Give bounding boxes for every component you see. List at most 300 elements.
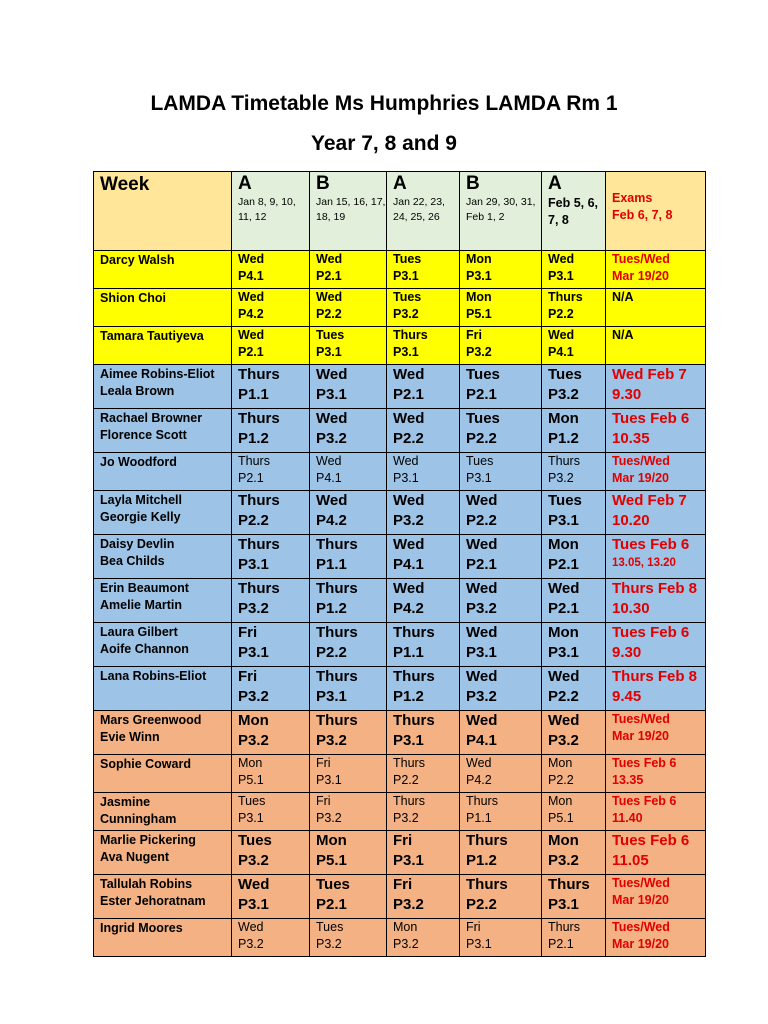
- lesson-period: P3.2: [393, 512, 424, 529]
- lesson-slot-cell: [387, 919, 460, 957]
- lesson-slot-cell: [542, 327, 606, 365]
- lesson-slot-cell: [232, 365, 310, 409]
- lesson-day: Wed: [316, 410, 348, 427]
- lesson-period: P1.1: [393, 644, 424, 661]
- table-row: [94, 453, 706, 491]
- lesson-period: P3.1: [238, 811, 264, 825]
- table-row: [94, 251, 706, 289]
- lesson-slot-cell: [387, 327, 460, 365]
- lesson-period: P4.2: [238, 307, 264, 321]
- lesson-day: Thurs: [466, 876, 508, 893]
- exam-day: Tues/Wed: [612, 712, 670, 726]
- lesson-period: P3.1: [393, 852, 424, 869]
- lesson-day: Thurs: [316, 712, 358, 729]
- student-name: Cunningham: [100, 812, 177, 826]
- lesson-day: Wed: [393, 580, 425, 597]
- exam-cell: [606, 755, 706, 793]
- exam-time: 13.35: [612, 773, 644, 787]
- student-name: Ingrid Moores: [100, 921, 183, 935]
- lesson-slot-cell: [460, 793, 542, 831]
- lesson-period: P2.1: [548, 556, 579, 573]
- exam-cell: [606, 793, 706, 831]
- lesson-slot-cell: [387, 535, 460, 579]
- lesson-period: P3.2: [316, 430, 347, 447]
- lesson-day: Wed: [316, 252, 343, 266]
- table-row: [94, 579, 706, 623]
- lesson-period: P5.1: [548, 811, 574, 825]
- lesson-slot-cell: [460, 491, 542, 535]
- student-names-cell: [94, 667, 232, 711]
- lesson-slot-cell: [310, 251, 387, 289]
- exam-day: Tues/Wed: [612, 454, 670, 468]
- header-row: [94, 172, 706, 251]
- lesson-slot-cell: [460, 409, 542, 453]
- lesson-period: P3.2: [393, 811, 419, 825]
- lesson-slot-cell: [542, 251, 606, 289]
- lesson-period: P3.1: [316, 688, 347, 705]
- exam-time: 11.05: [612, 852, 649, 869]
- exam-time: 9.30: [612, 386, 642, 403]
- lesson-slot-cell: [387, 491, 460, 535]
- lesson-day: Wed: [548, 668, 580, 685]
- lesson-period: P3.1: [466, 471, 492, 485]
- lesson-slot-cell: [387, 831, 460, 875]
- lesson-slot-cell: [460, 667, 542, 711]
- exam-time: Mar 19/20: [612, 269, 669, 283]
- lesson-period: P3.1: [393, 471, 419, 485]
- student-names-cell: [94, 327, 232, 365]
- lesson-slot-cell: [542, 409, 606, 453]
- lesson-day: Fri: [393, 876, 413, 893]
- lesson-slot-cell: [387, 875, 460, 919]
- lesson-period: P2.2: [316, 307, 342, 321]
- lesson-period: P2.1: [316, 896, 347, 913]
- student-name: Tallulah Robins: [100, 877, 193, 891]
- lesson-day: Thurs: [548, 290, 583, 304]
- exam-time: 11.40: [612, 811, 643, 825]
- lesson-slot-cell: [542, 793, 606, 831]
- student-names-cell: [94, 491, 232, 535]
- lesson-period: P3.2: [238, 600, 269, 617]
- lesson-slot-cell: [542, 831, 606, 875]
- lesson-period: P4.1: [548, 345, 574, 359]
- lesson-slot-cell: [460, 365, 542, 409]
- lesson-period: P2.2: [466, 430, 497, 447]
- lesson-slot-cell: [542, 365, 606, 409]
- lesson-day: Wed: [548, 580, 580, 597]
- week-letter: A: [238, 173, 252, 194]
- lesson-day: Wed: [316, 290, 343, 304]
- exam-day: N/A: [612, 328, 634, 342]
- student-name: Laura Gilbert: [100, 625, 178, 639]
- lesson-day: Thurs: [393, 668, 435, 685]
- table-row: [94, 409, 706, 453]
- lesson-slot-cell: [542, 453, 606, 491]
- lesson-day: Tues: [238, 832, 272, 849]
- lesson-period: P3.1: [238, 644, 269, 661]
- lesson-day: Wed: [466, 668, 498, 685]
- lesson-day: Thurs: [393, 794, 425, 808]
- student-names-cell: [94, 365, 232, 409]
- lesson-day: Thurs: [238, 454, 270, 468]
- table-row: [94, 831, 706, 875]
- exam-day: N/A: [612, 290, 634, 304]
- lesson-period: P2.1: [466, 556, 497, 573]
- lesson-day: Wed: [238, 920, 264, 934]
- student-name: Mars Greenwood: [100, 713, 202, 727]
- lesson-day: Tues: [393, 252, 422, 266]
- lesson-day: Wed: [393, 410, 425, 427]
- table-row: [94, 365, 706, 409]
- lesson-day: Fri: [466, 328, 482, 342]
- lesson-slot-cell: [542, 755, 606, 793]
- exam-day: Tues Feb 6: [612, 832, 690, 849]
- exam-time: Mar 19/20: [612, 937, 669, 951]
- exam-cell: [606, 491, 706, 535]
- student-name: Jasmine: [100, 795, 151, 809]
- exam-cell: [606, 251, 706, 289]
- lesson-day: Wed: [466, 756, 492, 770]
- lesson-day: Thurs: [238, 580, 280, 597]
- exam-time: Mar 19/20: [612, 729, 669, 743]
- table-row: [94, 919, 706, 957]
- lesson-period: P1.2: [316, 600, 347, 617]
- exam-day: Tues Feb 6: [612, 794, 677, 808]
- exam-time: Mar 19/20: [612, 471, 669, 485]
- week-header: Week: [94, 172, 232, 251]
- lesson-period: P3.1: [393, 732, 424, 749]
- lesson-day: Wed: [238, 290, 265, 304]
- lesson-day: Thurs: [316, 668, 358, 685]
- lesson-day: Mon: [393, 920, 418, 934]
- lesson-slot-cell: [387, 453, 460, 491]
- lesson-period: P3.1: [466, 644, 497, 661]
- lesson-day: Thurs: [316, 580, 358, 597]
- lesson-period: P2.1: [393, 386, 424, 403]
- week-column-header: [542, 172, 606, 251]
- lesson-day: Wed: [238, 328, 265, 342]
- student-name: Tamara Tautiyeva: [100, 329, 204, 343]
- student-name: Jo Woodford: [100, 455, 177, 469]
- exam-cell: [606, 289, 706, 327]
- lesson-period: P3.2: [238, 937, 264, 951]
- exam-cell: [606, 409, 706, 453]
- exams-label: Exams: [612, 191, 653, 205]
- student-name: Daisy Devlin: [100, 537, 175, 551]
- lesson-day: Thurs: [393, 712, 435, 729]
- lesson-day: Tues: [316, 920, 344, 934]
- lesson-period: P2.2: [466, 896, 497, 913]
- lesson-period: P4.2: [393, 600, 424, 617]
- lesson-period: P2.2: [316, 644, 347, 661]
- lesson-period: P5.1: [238, 773, 264, 787]
- lesson-day: Tues: [316, 876, 350, 893]
- lesson-period: P3.2: [548, 852, 579, 869]
- student-name: Shion Choi: [100, 291, 166, 305]
- lesson-slot-cell: [232, 409, 310, 453]
- lesson-slot-cell: [387, 623, 460, 667]
- lesson-slot-cell: [232, 251, 310, 289]
- exam-time: 9.30: [612, 644, 642, 661]
- student-name: Florence Scott: [100, 428, 187, 442]
- student-name: Amelie Martin: [100, 598, 182, 612]
- lesson-period: P3.2: [238, 852, 269, 869]
- exam-day: Thurs Feb 8: [612, 668, 698, 685]
- lesson-period: P3.1: [548, 644, 579, 661]
- lesson-slot-cell: [310, 875, 387, 919]
- student-name: Bea Childs: [100, 554, 165, 568]
- lesson-slot-cell: [460, 251, 542, 289]
- student-names-cell: [94, 623, 232, 667]
- exam-time: Mar 19/20: [612, 893, 669, 907]
- lesson-period: P3.1: [238, 896, 269, 913]
- lesson-day: Wed: [316, 454, 342, 468]
- lesson-slot-cell: [310, 365, 387, 409]
- lesson-slot-cell: [310, 755, 387, 793]
- student-names-cell: [94, 755, 232, 793]
- lesson-period: P3.2: [393, 937, 419, 951]
- lesson-slot-cell: [232, 755, 310, 793]
- lesson-slot-cell: [460, 623, 542, 667]
- lesson-period: P5.1: [316, 852, 347, 869]
- exam-time: 9.45: [612, 688, 642, 705]
- exam-day: Tues Feb 6: [612, 756, 677, 770]
- lesson-day: Thurs: [238, 410, 280, 427]
- lesson-slot-cell: [542, 535, 606, 579]
- lesson-period: P3.2: [548, 386, 579, 403]
- lesson-period: P3.2: [238, 688, 269, 705]
- lesson-period: P1.2: [238, 430, 269, 447]
- lesson-day: Wed: [466, 536, 498, 553]
- lesson-day: Fri: [238, 624, 258, 641]
- lesson-period: P2.2: [548, 773, 574, 787]
- lesson-period: P3.1: [548, 896, 579, 913]
- lesson-period: P4.1: [466, 732, 497, 749]
- exam-time: 10.35: [612, 430, 650, 447]
- student-name: Rachael Browner: [100, 411, 203, 425]
- lesson-day: Wed: [393, 454, 419, 468]
- lesson-slot-cell: [542, 667, 606, 711]
- lesson-slot-cell: [232, 793, 310, 831]
- page-subtitle: Year 7, 8 and 9: [311, 132, 457, 155]
- lesson-period: P3.1: [393, 269, 419, 283]
- week-letter: B: [466, 173, 480, 194]
- table-row: [94, 289, 706, 327]
- table-row: [94, 793, 706, 831]
- lesson-day: Wed: [548, 328, 575, 342]
- lesson-period: P1.2: [548, 430, 579, 447]
- lesson-slot-cell: [460, 831, 542, 875]
- table-row: [94, 623, 706, 667]
- lesson-slot-cell: [310, 535, 387, 579]
- exam-day: Wed Feb 7: [612, 492, 687, 509]
- lesson-slot-cell: [310, 623, 387, 667]
- exam-cell: [606, 623, 706, 667]
- lesson-day: Mon: [548, 832, 579, 849]
- exam-day: Tues Feb 6: [612, 536, 690, 553]
- table-row: [94, 667, 706, 711]
- lesson-period: P1.2: [466, 852, 497, 869]
- exams-header: [606, 172, 706, 251]
- exam-day: Wed Feb 7: [612, 366, 687, 383]
- table-row: [94, 535, 706, 579]
- lesson-slot-cell: [310, 919, 387, 957]
- lesson-slot-cell: [460, 289, 542, 327]
- student-name: Marlie Pickering: [100, 833, 196, 847]
- student-names-cell: [94, 289, 232, 327]
- lesson-period: P3.1: [548, 512, 579, 529]
- lesson-period: P4.1: [393, 556, 424, 573]
- lesson-slot-cell: [232, 667, 310, 711]
- exam-day: Tues Feb 6: [612, 624, 690, 641]
- lesson-slot-cell: [232, 919, 310, 957]
- exam-cell: [606, 365, 706, 409]
- lesson-slot-cell: [460, 919, 542, 957]
- lesson-period: P2.2: [548, 307, 574, 321]
- exams-dates: Feb 6, 7, 8: [612, 208, 673, 222]
- student-name: Darcy Walsh: [100, 253, 175, 267]
- exam-cell: [606, 453, 706, 491]
- lesson-period: P3.2: [238, 732, 269, 749]
- lesson-day: Thurs: [548, 876, 590, 893]
- lesson-day: Thurs: [316, 624, 358, 641]
- lesson-slot-cell: [232, 289, 310, 327]
- lesson-slot-cell: [460, 535, 542, 579]
- week-letter: A: [548, 173, 562, 194]
- student-name: Ester Jehoratnam: [100, 894, 206, 908]
- lesson-period: P3.2: [466, 600, 497, 617]
- lesson-day: Wed: [316, 492, 348, 509]
- lesson-slot-cell: [310, 831, 387, 875]
- lesson-period: P2.1: [466, 386, 497, 403]
- week-letter: B: [316, 173, 330, 194]
- lesson-slot-cell: [232, 535, 310, 579]
- lesson-day: Wed: [466, 580, 498, 597]
- lesson-period: P5.1: [466, 307, 492, 321]
- student-name: Evie Winn: [100, 730, 160, 744]
- lesson-slot-cell: [232, 327, 310, 365]
- lesson-day: Thurs: [393, 624, 435, 641]
- lesson-period: P1.1: [466, 811, 492, 825]
- lesson-day: Wed: [393, 492, 425, 509]
- lesson-period: P3.2: [393, 896, 424, 913]
- student-name: Ava Nugent: [100, 850, 169, 864]
- timetable: [93, 171, 706, 957]
- lesson-day: Wed: [238, 252, 265, 266]
- exam-cell: [606, 327, 706, 365]
- lesson-period: P4.2: [466, 773, 492, 787]
- lesson-slot-cell: [387, 251, 460, 289]
- lesson-day: Fri: [393, 832, 413, 849]
- exam-cell: [606, 831, 706, 875]
- lesson-slot-cell: [460, 453, 542, 491]
- lesson-slot-cell: [232, 623, 310, 667]
- exam-day: Tues Feb 6: [612, 410, 690, 427]
- lesson-period: P3.2: [548, 732, 579, 749]
- lesson-day: Thurs: [548, 920, 580, 934]
- exam-cell: [606, 535, 706, 579]
- week-dates: Jan 29, 30, 31, Feb 1, 2: [466, 196, 536, 223]
- exam-cell: [606, 919, 706, 957]
- week-column-header: [232, 172, 310, 251]
- lesson-day: Thurs: [548, 454, 580, 468]
- lesson-slot-cell: [232, 453, 310, 491]
- lesson-period: P3.1: [316, 386, 347, 403]
- lesson-period: P3.2: [466, 688, 497, 705]
- lesson-period: P2.2: [466, 512, 497, 529]
- lesson-day: Wed: [466, 492, 498, 509]
- lesson-period: P3.2: [316, 732, 347, 749]
- lesson-slot-cell: [310, 711, 387, 755]
- lesson-period: P3.2: [393, 307, 419, 321]
- lesson-period: P2.1: [316, 269, 342, 283]
- lesson-day: Mon: [238, 756, 263, 770]
- week-dates: Feb 5, 6, 7, 8: [548, 196, 599, 227]
- lesson-day: Thurs: [316, 536, 358, 553]
- lesson-day: Mon: [548, 794, 573, 808]
- student-names-cell: [94, 409, 232, 453]
- student-name: Sophie Coward: [100, 757, 191, 771]
- lesson-slot-cell: [542, 919, 606, 957]
- lesson-day: Fri: [316, 756, 331, 770]
- lesson-slot-cell: [310, 667, 387, 711]
- lesson-slot-cell: [460, 579, 542, 623]
- lesson-slot-cell: [542, 579, 606, 623]
- student-names-cell: [94, 919, 232, 957]
- exam-day: Tues/Wed: [612, 876, 670, 890]
- lesson-period: P3.1: [466, 937, 492, 951]
- lesson-day: Thurs: [393, 328, 428, 342]
- lesson-day: Fri: [238, 668, 258, 685]
- lesson-period: P3.1: [238, 556, 269, 573]
- lesson-day: Mon: [466, 252, 492, 266]
- lesson-period: P2.1: [548, 600, 579, 617]
- lesson-day: Tues: [316, 328, 345, 342]
- exam-cell: [606, 711, 706, 755]
- lesson-slot-cell: [387, 365, 460, 409]
- student-name: Aoife Channon: [100, 642, 189, 656]
- lesson-period: P2.2: [238, 512, 269, 529]
- lesson-slot-cell: [542, 491, 606, 535]
- lesson-day: Tues: [466, 410, 500, 427]
- lesson-slot-cell: [387, 409, 460, 453]
- lesson-period: P3.1: [548, 269, 574, 283]
- table-row: [94, 327, 706, 365]
- table-row: [94, 755, 706, 793]
- lesson-period: P1.2: [393, 688, 424, 705]
- lesson-slot-cell: [387, 667, 460, 711]
- lesson-day: Tues: [548, 492, 582, 509]
- student-name: Leala Brown: [100, 384, 175, 398]
- lesson-slot-cell: [310, 491, 387, 535]
- lesson-period: P3.2: [548, 471, 574, 485]
- lesson-day: Tues: [466, 366, 500, 383]
- lesson-period: P1.1: [316, 556, 347, 573]
- lesson-slot-cell: [232, 579, 310, 623]
- lesson-day: Tues: [466, 454, 494, 468]
- lesson-day: Thurs: [466, 832, 508, 849]
- lesson-slot-cell: [542, 289, 606, 327]
- student-name: Layla Mitchell: [100, 493, 182, 507]
- lesson-day: Wed: [466, 624, 498, 641]
- week-dates: Jan 8, 9, 10, 11, 12: [238, 196, 296, 223]
- lesson-slot-cell: [310, 289, 387, 327]
- lesson-day: Wed: [548, 252, 575, 266]
- exam-day: Thurs Feb 8: [612, 580, 698, 597]
- lesson-slot-cell: [310, 453, 387, 491]
- lesson-period: P2.1: [548, 937, 574, 951]
- week-column-header: [460, 172, 542, 251]
